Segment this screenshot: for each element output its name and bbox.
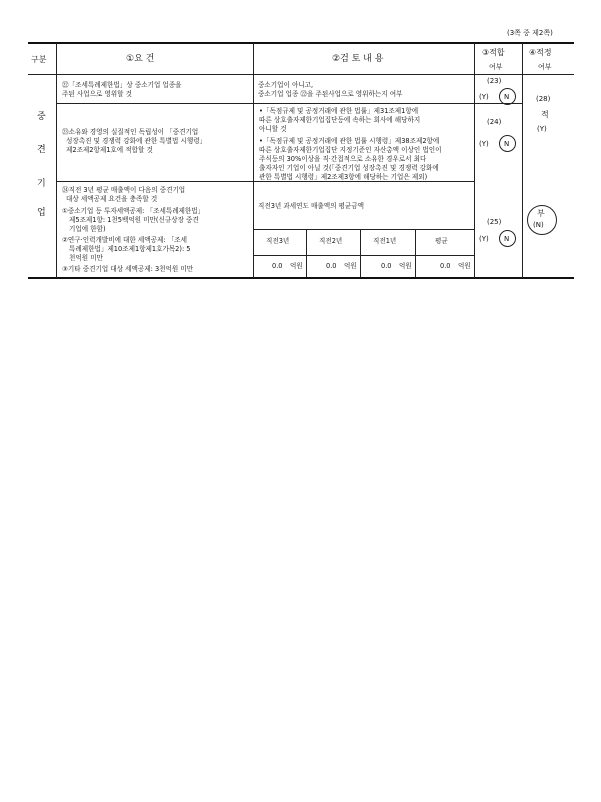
req24-item3: ③기타 중견기업 대상 세액공제: 3천억원 미만 bbox=[62, 265, 194, 273]
review22-line1: 중소기업이 아니고, bbox=[258, 81, 314, 89]
category-char: 기 bbox=[37, 179, 46, 189]
fit22-yes: (Y) bbox=[479, 93, 489, 101]
req23-line2: 성장촉진 및 경쟁력 강화에 관한 특별법 시행령」 bbox=[66, 137, 207, 145]
sales-unit-avg: 억원 bbox=[458, 262, 471, 270]
fit22-no: N bbox=[504, 93, 510, 101]
suit-unfit-no: (N) bbox=[533, 221, 544, 229]
review22-line2: 중소기업 업종 ㉒을 주된사업으로 영위하는지 여부 bbox=[258, 90, 403, 98]
req24-item1-line1: ①중소기업 등 투자세액공제: 「조세특례제한법」 bbox=[62, 207, 205, 215]
header-suit-line2: 여부 bbox=[538, 63, 552, 71]
subtable-col-1 bbox=[306, 229, 307, 277]
subtable-mid bbox=[253, 255, 474, 256]
fit24-number: (25) bbox=[487, 218, 502, 226]
req22-line1: ㉒「조세특례제한법」상 중소기업 업종을 bbox=[62, 81, 182, 89]
col-divider-fit bbox=[522, 43, 523, 278]
suit-fit-yes: (Y) bbox=[537, 125, 547, 133]
review23-b2-line4: 출자자인 기업이 아닐 것(「중견기업 성장촉진 및 경쟁력 강화에 bbox=[259, 164, 439, 172]
col-divider-category bbox=[56, 43, 57, 278]
req24-item1-line3: 기업에 한함) bbox=[69, 225, 106, 233]
sales-value-1y: 0.0 bbox=[381, 262, 392, 270]
suit-unfit-char: 부 bbox=[537, 209, 545, 218]
sales-value-3y: 0.0 bbox=[272, 262, 283, 270]
sales-value-avg: 0.0 bbox=[440, 262, 451, 270]
subtable-col-2 bbox=[360, 229, 361, 277]
subtable-col-3 bbox=[415, 229, 416, 277]
req24-item1-line2: 제5조제1항: 1천5백억원 미만(신규상장 중견 bbox=[69, 216, 199, 224]
sales-header-3y: 직전3년 bbox=[266, 237, 290, 245]
sales-unit-2y: 억원 bbox=[344, 262, 357, 270]
fit24-yes: (Y) bbox=[479, 235, 489, 243]
req24-line1: ㉔직전 3년 평균 매출액이 다음의 중견기업 bbox=[62, 186, 186, 194]
review23-b2-line3: 주식등의 30%이상을 직·간접적으로 소유한 경우로서 최다 bbox=[259, 155, 427, 163]
header-review: ②검 토 내 용 bbox=[332, 54, 384, 64]
req23-line3: 제2조제2항제1호에 적합할 것 bbox=[66, 146, 153, 154]
header-suit-line1: ④적정 bbox=[529, 48, 552, 57]
suit-number: (28) bbox=[536, 95, 551, 103]
suit-fit-char: 적 bbox=[541, 110, 549, 119]
col-divider-requirements bbox=[253, 43, 254, 278]
review23-b2-line5: 관한 특별법 시행령」제2조제3항에 해당하는 기업은 제외) bbox=[259, 173, 428, 181]
review24-title: 직전3년 과세연도 매출액의 평균금액 bbox=[258, 202, 365, 210]
subtable-top bbox=[253, 229, 474, 230]
table-bottom-border bbox=[28, 277, 574, 279]
fit23-no: N bbox=[504, 140, 510, 148]
req24-item2-line2: 특례제한법」제10조제1항제1호가목2): 5 bbox=[69, 245, 191, 253]
fit24-no: N bbox=[504, 235, 510, 243]
header-requirements: ①요 건 bbox=[126, 54, 155, 64]
category-char: 업 bbox=[37, 208, 46, 218]
review23-b2-line1: •「독점규제 및 공정거래에 관한 법률 시행령」제38조제2항에 bbox=[259, 137, 440, 145]
req23-line1: ㉓소유와 경영의 실질적인 독립성이 「중견기업 bbox=[62, 128, 199, 136]
req22-line2: 주된 사업으로 영위할 것 bbox=[62, 90, 132, 98]
header-fit-line1: ③적합 bbox=[482, 48, 505, 57]
req24-line2: 대상 세액공제 요건을 충족할 것 bbox=[66, 195, 158, 203]
review23-b1-line3: 아니할 것 bbox=[259, 125, 287, 133]
col-divider-review bbox=[474, 43, 475, 278]
review23-b1-line1: •「독점규제 및 공정거래에 관한 법률」제31조제1항에 bbox=[259, 107, 419, 115]
row-divider-1 bbox=[56, 103, 522, 104]
category-char: 중 bbox=[37, 112, 46, 122]
header-fit-line2: 여부 bbox=[489, 63, 503, 71]
review23-b2-line2: 따른 상호출자제한기업집단 지정기준인 자산총액 이상인 법인이 bbox=[259, 146, 442, 154]
sales-unit-1y: 억원 bbox=[399, 262, 412, 270]
page-note: (3쪽 중 제2쪽) bbox=[507, 29, 553, 37]
sales-header-avg: 평균 bbox=[435, 237, 448, 245]
req24-item2-line1: ②연구·인력개발비에 대한 세액공제: 「조세 bbox=[62, 236, 188, 244]
header-category: 구분 bbox=[31, 55, 47, 64]
category-char: 견 bbox=[37, 145, 46, 155]
sales-unit-3y: 억원 bbox=[290, 262, 303, 270]
fit23-yes: (Y) bbox=[479, 140, 489, 148]
table-top-border bbox=[28, 42, 574, 44]
fit23-number: (24) bbox=[487, 118, 502, 126]
req24-item2-line3: 천억원 미만 bbox=[69, 254, 103, 262]
header-divider bbox=[28, 74, 574, 75]
sales-value-2y: 0.0 bbox=[326, 262, 337, 270]
sales-header-1y: 직전1년 bbox=[373, 237, 397, 245]
fit22-number: (23) bbox=[487, 77, 502, 85]
sales-header-2y: 직전2년 bbox=[319, 237, 343, 245]
review23-b1-line2: 따른 상호출자제한기업집단등에 속하는 회사에 해당하지 bbox=[259, 116, 421, 124]
